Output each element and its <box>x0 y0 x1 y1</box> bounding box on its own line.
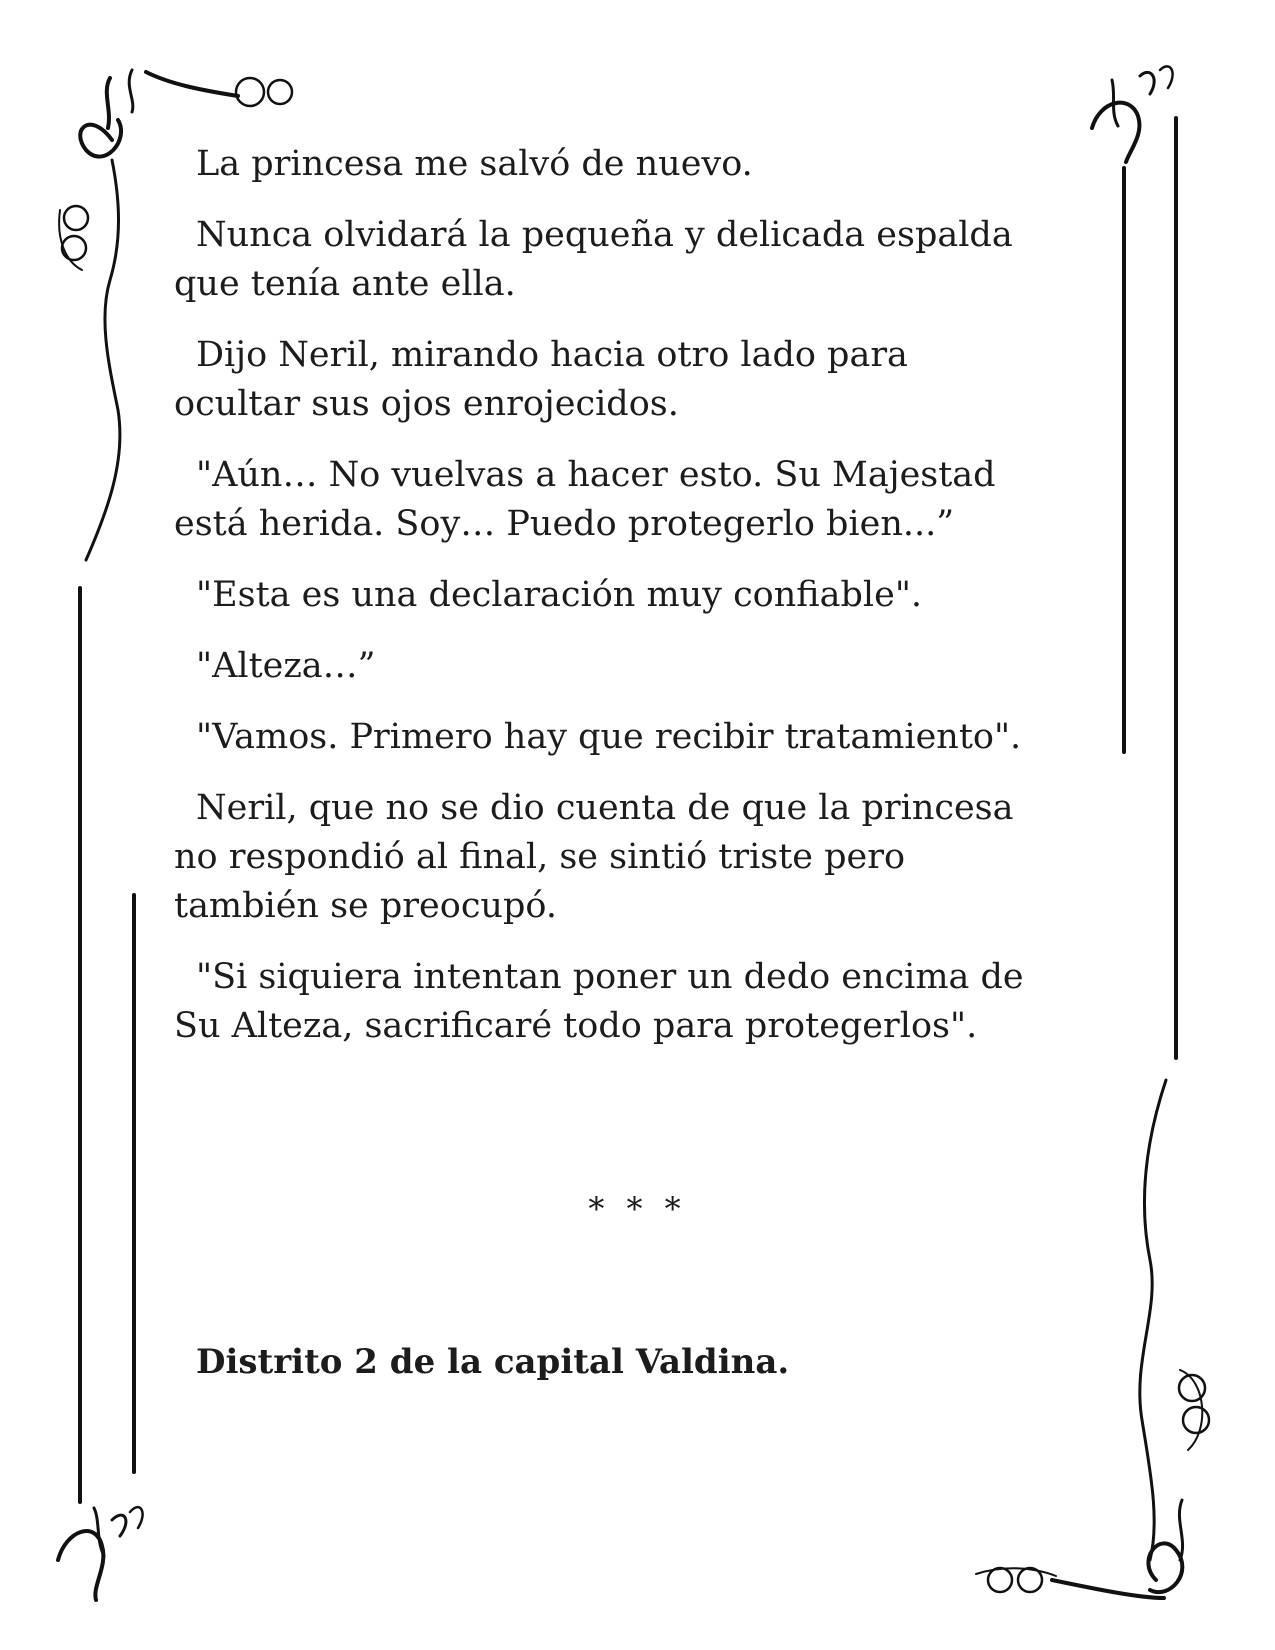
paragraph <box>174 571 1104 620</box>
paragraph <box>174 331 1104 429</box>
story-text <box>174 140 1104 1073</box>
paragraph <box>174 451 1104 549</box>
flourish-bottom-left-icon <box>58 1507 143 1600</box>
text-line: Dijo Neril, mirando hacia otro lado para <box>196 335 908 375</box>
paragraph <box>174 784 1104 931</box>
paragraph <box>174 211 1104 309</box>
text-line: "Aún… No vuelvas a hacer esto. Su Majestad <box>196 455 996 495</box>
paragraph <box>174 642 1104 691</box>
text-line: La princesa me salvó de nuevo. <box>196 144 753 184</box>
text-line: Neril, que no se dio cuenta de que la princesa <box>196 788 1014 828</box>
text-line: "Si siquiera intentan poner un dedo encima de <box>196 957 1024 997</box>
scene-separator: * * * <box>588 1190 687 1228</box>
text-line: Nunca olvidará la pequeña y delicada espalda <box>196 215 1013 255</box>
scene-heading: Distrito 2 de la capital Valdina. <box>196 1342 790 1382</box>
text-line: no respondió al final, se sintió triste pero <box>174 837 906 877</box>
text-line: está herida. Soy… Puedo protegerlo bien...” <box>174 504 955 544</box>
paragraph <box>174 140 1104 189</box>
text-line: que tenía ante ella. <box>174 264 516 304</box>
text-line: Su Alteza, sacrificaré todo para protegerlos". <box>174 1006 978 1046</box>
paragraph <box>174 713 1104 762</box>
text-line: ocultar sus ojos enrojecidos. <box>174 384 679 424</box>
flourish-bottom-right-icon <box>976 1080 1209 1598</box>
text-line: también se preocupó. <box>174 886 557 926</box>
text-line: "Vamos. Primero hay que recibir tratamiento". <box>196 717 1022 757</box>
text-line: "Alteza…” <box>196 646 376 686</box>
paragraph <box>174 953 1104 1051</box>
text-line: "Esta es una declaración muy confiable". <box>196 575 923 615</box>
flourish-top-right-icon <box>1092 66 1173 162</box>
